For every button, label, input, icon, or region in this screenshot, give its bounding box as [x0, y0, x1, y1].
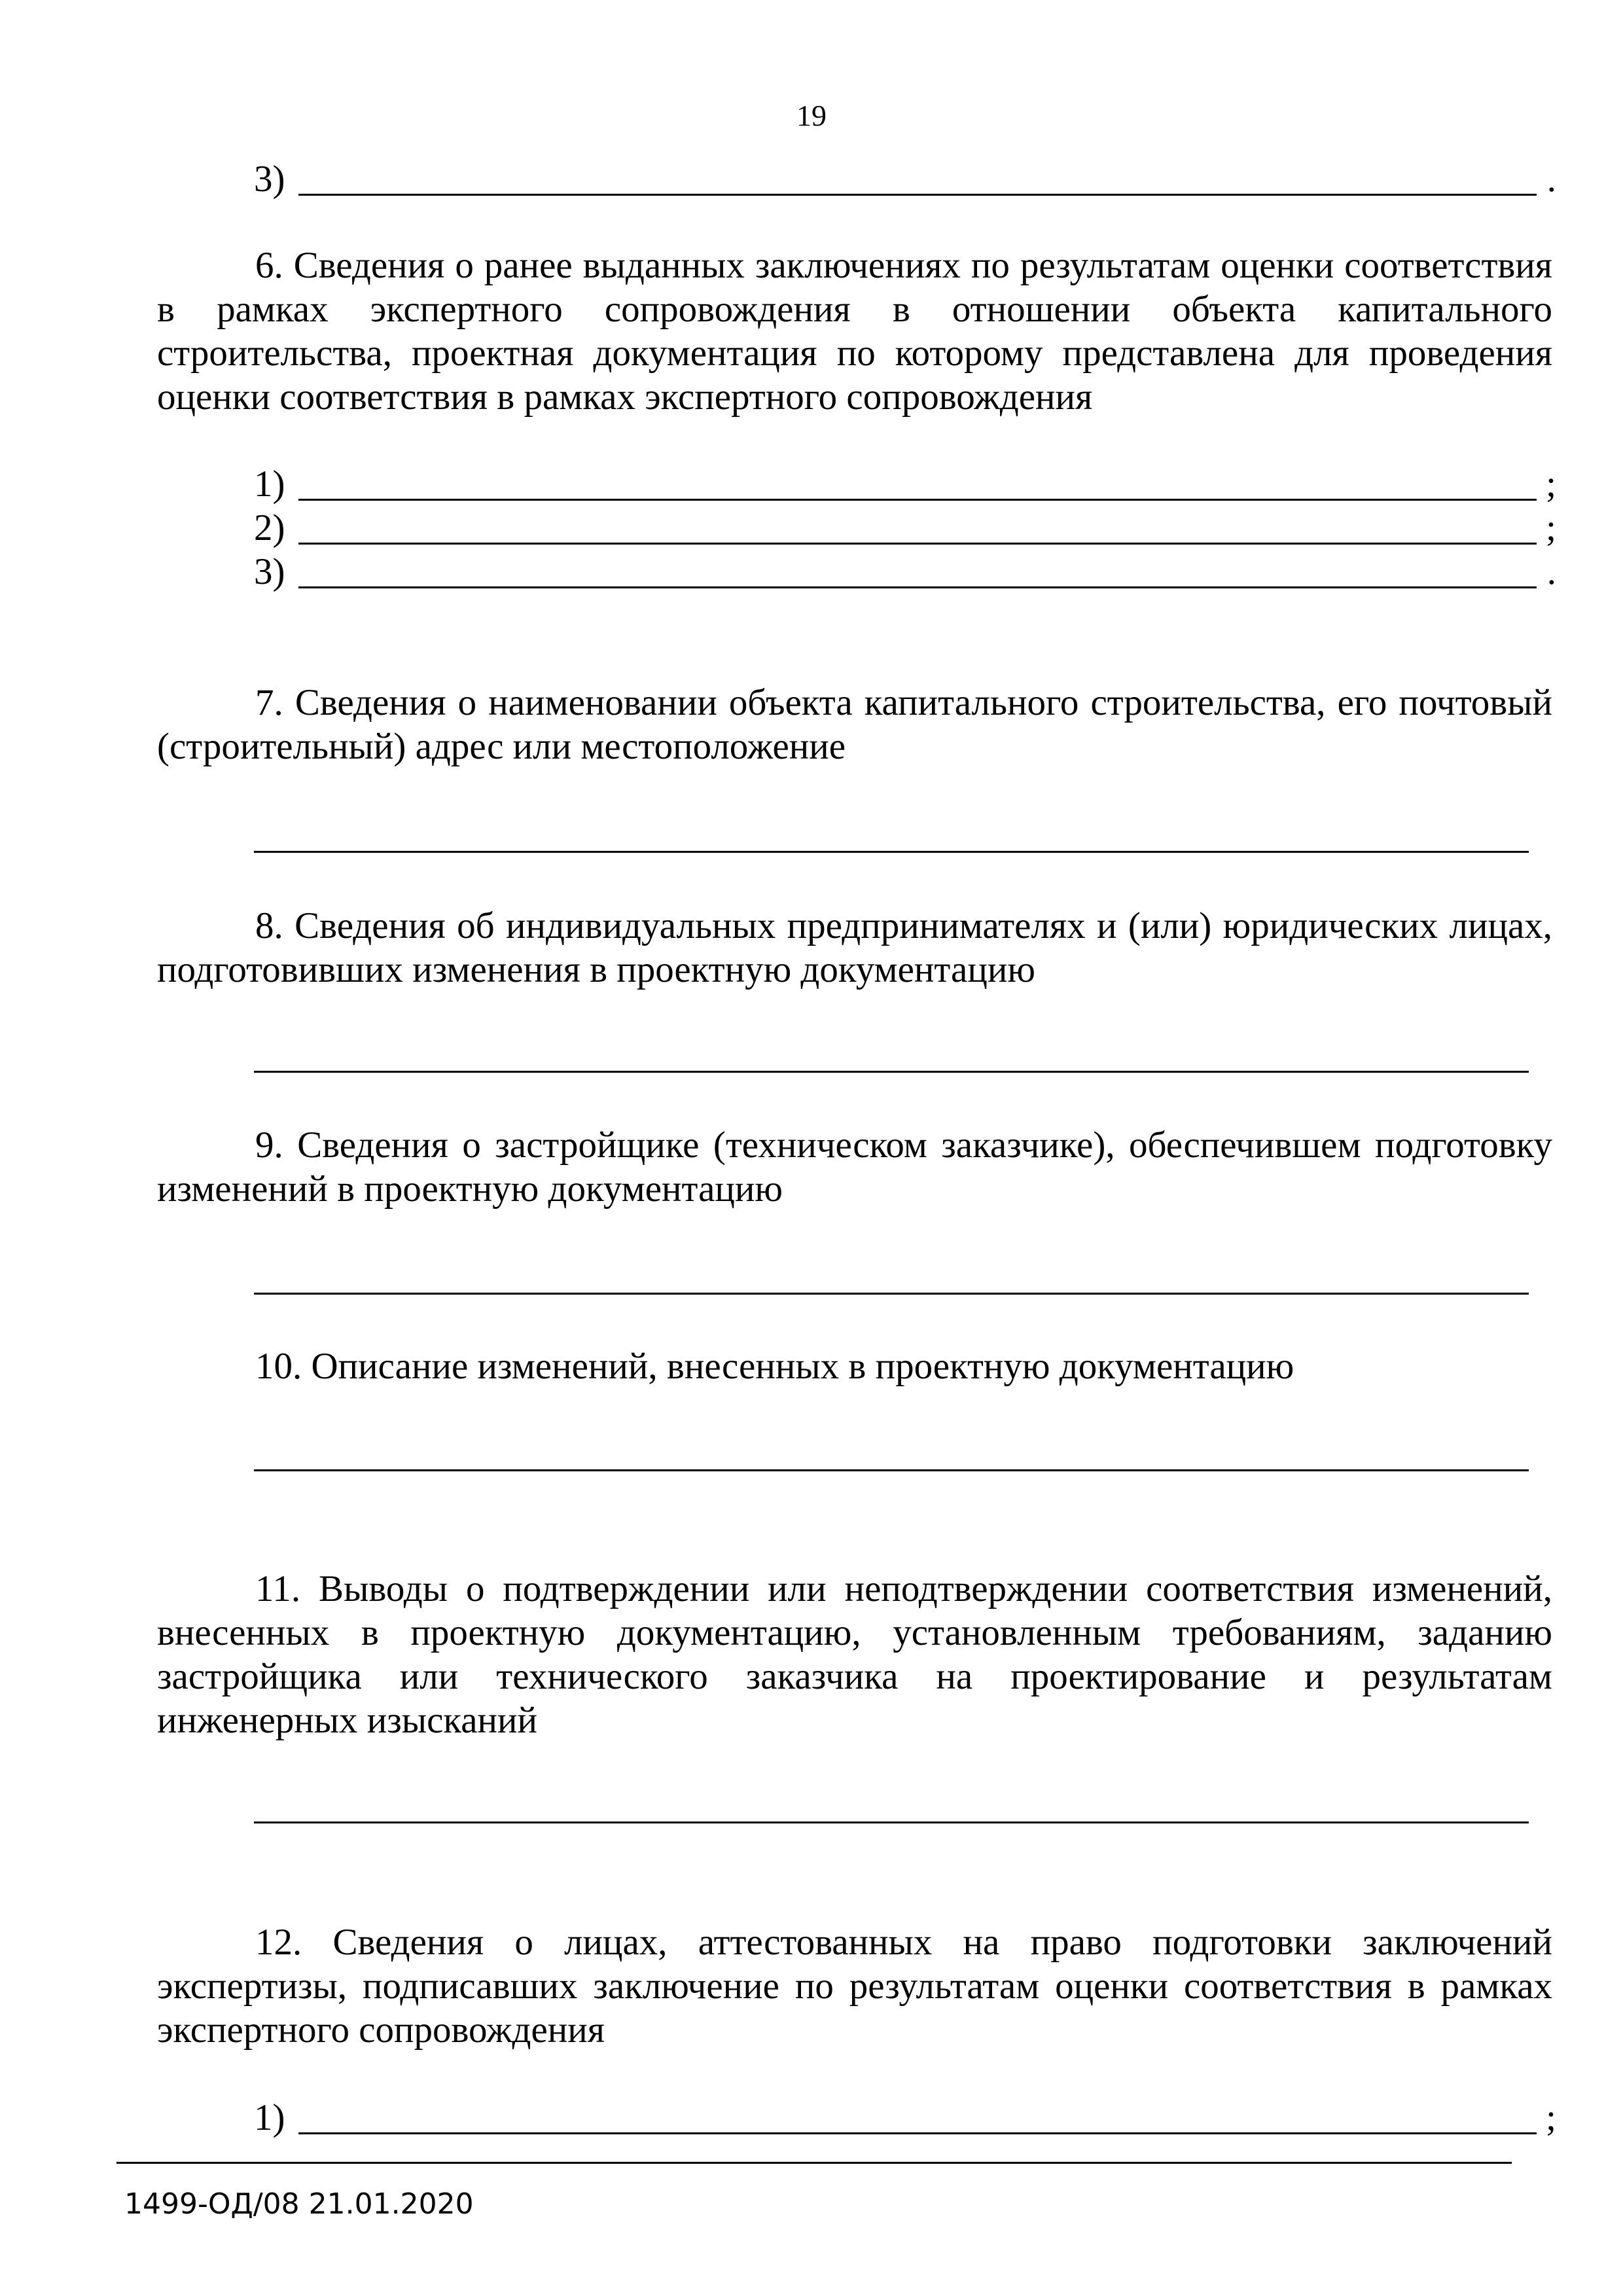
page-number: 19 — [796, 99, 827, 132]
list-number: 1) — [254, 2097, 285, 2138]
footer-divider — [116, 2162, 1512, 2164]
list-punct: ; — [1546, 2097, 1556, 2138]
list-punct: ; — [1546, 507, 1556, 548]
section8-answer-line — [254, 1071, 1529, 1073]
section5-item-3 — [254, 157, 1556, 201]
fill-in-line — [298, 586, 1537, 588]
list-number: 3) — [254, 158, 285, 200]
list-punct: . — [1546, 551, 1556, 592]
section9-answer-line — [254, 1293, 1529, 1295]
section7-answer-line — [254, 851, 1529, 853]
document-code: 1499-ОД/08 21.01.2020 — [124, 2187, 474, 2221]
section6-item-2 — [254, 506, 1556, 550]
list-number: 2) — [254, 507, 285, 548]
section10-heading: 10. Описание изменений, внесенных в проектную документацию — [255, 1346, 1294, 1387]
section9-heading: 9. Сведения о застройщике (техническом заказчике), обеспечившем подготовку изменений в проектную документацию — [157, 1124, 1552, 1210]
section11-answer-line — [254, 1821, 1529, 1823]
fill-in-line — [298, 194, 1537, 196]
section6-heading: 6. Сведения о ранее выданных заключениях по результатам оценки соответствия в рамках экспертного сопровождения в отношении объекта капитального строительства, проектная документация по которому представлена для проведения оценки соответствия в рамках экспертного сопровождения — [157, 245, 1552, 418]
section12-item-1 — [254, 2096, 1556, 2140]
section6-item-3 — [254, 550, 1556, 594]
section6-item-1 — [254, 462, 1556, 506]
fill-in-line — [298, 2132, 1537, 2134]
section11-heading: 11. Выводы о подтверждении или неподтверждении соответствия изменений, внесенных в проектную документацию, установленным требованиям, заданию застройщика или технического заказчика на проектирование и результатам инженерных изысканий — [157, 1568, 1552, 1741]
section7-heading: 7. Сведения о наименовании объекта капитального строительства, его почтовый (строительный) адрес или местоположение — [157, 682, 1552, 767]
list-number: 3) — [254, 551, 285, 592]
section10-answer-line — [254, 1469, 1529, 1471]
list-number: 1) — [254, 463, 285, 505]
fill-in-line — [298, 543, 1537, 545]
section8-heading: 8. Сведения об индивидуальных предпринимателях и (или) юридических лицах, подготовивших изменения в проектную документацию — [157, 905, 1552, 990]
section12-heading: 12. Сведения о лицах, аттестованных на право подготовки заключений экспертизы, подписавших заключение по результатам оценки соответствия в рамках экспертного сопровождения — [157, 1922, 1552, 2051]
fill-in-line — [298, 499, 1537, 501]
list-punct: . — [1546, 158, 1556, 200]
list-punct: ; — [1546, 463, 1556, 505]
